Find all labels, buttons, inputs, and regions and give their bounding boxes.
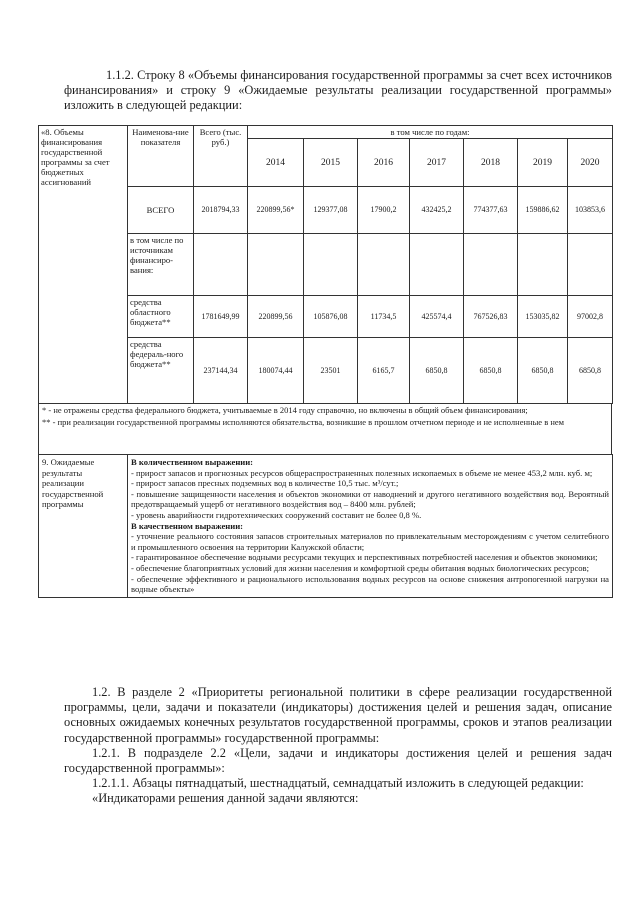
row-name: средства федераль-ного бюджета** — [128, 338, 194, 404]
row-value: 103853,6 — [568, 187, 613, 234]
list-item: - прирост запасов и прогнозных ресурсов общераспространенных полезных ископаемых в объеме не менее 453,2 млн. куб. м; — [131, 467, 593, 478]
row-value: 6850,8 — [410, 338, 464, 404]
row-value: 774377,63 — [464, 187, 518, 234]
paragraph: 1.2. В разделе 2 «Приоритеты региональной политики в сфере реализации государственной программы, цели, задачи и показатели (индикаторы) достижения целей и решения задач, описание основных ожидаемых конечных результатов государственной программы, сроков и этапов реализации государственной программы» государственной программы: — [64, 685, 612, 745]
financing-table — [38, 125, 613, 404]
qual-heading: В качественном выражении: — [131, 520, 244, 531]
row-name: в том числе по источникам финансиро-вания: — [128, 234, 194, 296]
row-name: средства областного бюджета** — [128, 296, 194, 338]
year-header: 2020 — [568, 139, 613, 187]
paragraph: 1.2.1. В подразделе 2.2 «Цели, задачи и индикаторы достижения целей и решения задач государственной программы»: — [64, 745, 612, 776]
paragraph: 1.2.1.1. Абзацы пятнадцатый, шестнадцатый, семнадцатый изложить в следующей редакции: — [92, 776, 584, 791]
financing-row-label: «8. Объемы финансирования государственной программы за счет бюджетных ассигнований — [39, 126, 128, 404]
row-value — [410, 234, 464, 296]
row-value — [358, 234, 410, 296]
row-value: 6850,8 — [464, 338, 518, 404]
year-header: 2015 — [304, 139, 358, 187]
row-value — [304, 234, 358, 296]
row-name: ВСЕГО — [128, 187, 194, 234]
row-total: 2018794,33 — [194, 187, 248, 234]
list-item: - повышение защищенности населения и объектов экономики от наводнений и другого негативного воздействия вод. Вероятный предотвращаемый ущерб от негативного воздействия вод – 8400 млн. рублей; — [131, 488, 609, 510]
row-value: 97002,8 — [568, 296, 613, 338]
list-item: - обеспечение благоприятных условий для жизни населения и комфортной среды обитания водных биологических ресурсов; — [131, 562, 590, 573]
expected-results-table — [38, 454, 613, 598]
row-value: 129377,08 — [304, 187, 358, 234]
row-value: 105876,08 — [304, 296, 358, 338]
year-header: 2018 — [464, 139, 518, 187]
row-value: 153035,82 — [518, 296, 568, 338]
row-value: 23501 — [304, 338, 358, 404]
list-item: - уровень аварийности гидротехнических сооружений составит не более 0,8 %. — [131, 509, 422, 520]
row-value — [248, 234, 304, 296]
row-value: 425574,4 — [410, 296, 464, 338]
col-header-name: Наименова-ние показателя — [128, 126, 194, 187]
row-value: 159886,62 — [518, 187, 568, 234]
row-total: 1781649,99 — [194, 296, 248, 338]
row-total: 237144,34 — [194, 338, 248, 404]
footnote-obligations: ** - при реализации государственной программы исполняются обязательства, возникшие в прошлом отчетном периоде и не исполненные в нем — [42, 416, 565, 427]
row-value: 220899,56 — [248, 296, 304, 338]
years-header: в том числе по годам: — [248, 126, 613, 139]
table-footnotes — [38, 403, 612, 454]
list-item: - уточнение реального состояния запасов строительных материалов по привлекательным месторождениям с учетом селитебного и промышленного освоения на территории Калужской области; — [131, 531, 609, 552]
list-item: - прирост запасов пресных подземных вод в количестве 10,5 тыс. м³/сут.; — [131, 478, 399, 489]
row-value: 6850,8 — [568, 338, 613, 404]
row-value: 432425,2 — [410, 187, 464, 234]
row-value: 6165,7 — [358, 338, 410, 404]
col-header-total: Всего (тыс. руб.) — [194, 126, 248, 187]
results-content — [128, 455, 613, 598]
year-header: 2019 — [518, 139, 568, 187]
row-value: 17900,2 — [358, 187, 410, 234]
row-total — [194, 234, 248, 296]
row-value — [518, 234, 568, 296]
year-header: 2014 — [248, 139, 304, 187]
intro-text: 1.1.2. Строку 8 «Объемы финансирования государственной программы за счет всех источников финансирования» и строку 9 «Ожидаемые результаты реализации государственной программы» изложить в следующей редакции: — [64, 68, 612, 112]
year-header: 2016 — [358, 139, 410, 187]
paragraph: «Индикаторами решения данной задачи являются: — [92, 791, 359, 806]
quant-heading: В количественном выражении: — [131, 457, 254, 467]
row-value: 11734,5 — [358, 296, 410, 338]
results-row-label: 9. Ожидаемые результаты реализации государственной программы — [39, 455, 128, 598]
row-value: 6850,8 — [518, 338, 568, 404]
row-value: 180074,44 — [248, 338, 304, 404]
row-value: 767526,83 — [464, 296, 518, 338]
body-paragraphs — [64, 685, 612, 807]
intro-paragraph — [64, 68, 612, 113]
row-value — [464, 234, 518, 296]
row-value: 220899,56* — [248, 187, 304, 234]
footnote-federal-funds: * - не отражены средства федерального бюджета, учитываемые в 2014 году справочно, но включены в общий объем финансирования; — [42, 405, 528, 415]
row-value — [568, 234, 613, 296]
list-item: - обеспечение эффективного и рационального использования водных ресурсов на основе снижения антропогенной нагрузки на водные объекты» — [131, 573, 609, 595]
list-item: - гарантированное обеспечение водными ресурсами текущих и перспективных потребностей населения и объектов экономики; — [131, 552, 598, 563]
year-header: 2017 — [410, 139, 464, 187]
